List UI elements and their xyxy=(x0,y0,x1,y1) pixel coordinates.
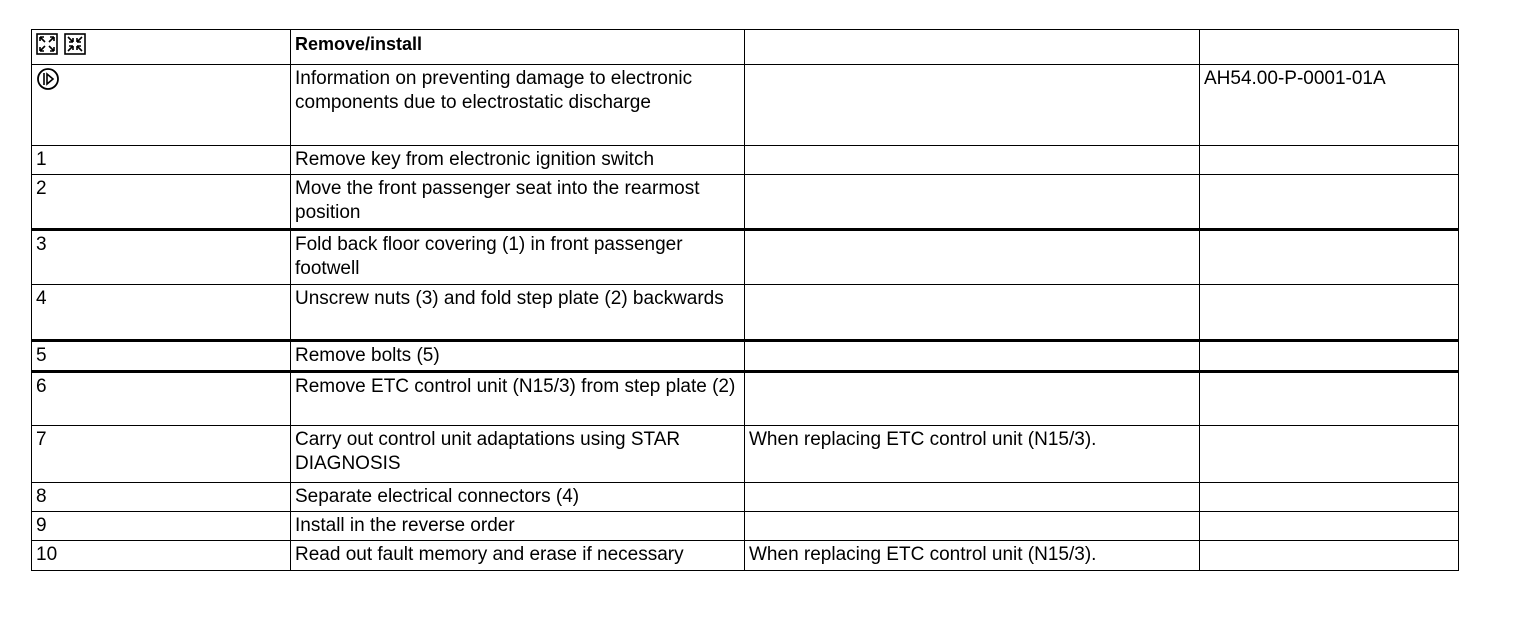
table-row xyxy=(32,341,1459,372)
install-arrows-icon xyxy=(64,33,86,55)
step-number: 3 xyxy=(32,230,291,285)
step-text: Read out fault memory and erase if necessary xyxy=(291,541,745,571)
step-text: Remove key from electronic ignition switch xyxy=(291,146,745,175)
step-note xyxy=(745,372,1200,426)
step-number: 1 xyxy=(32,146,291,175)
step-ref xyxy=(1200,230,1459,285)
header-ref-cell xyxy=(1200,30,1459,65)
step-note xyxy=(745,65,1200,146)
step-note: When replacing ETC control unit (N15/3). xyxy=(745,426,1200,483)
table-row xyxy=(32,483,1459,512)
step-note: When replacing ETC control unit (N15/3). xyxy=(745,541,1200,571)
step-number: 6 xyxy=(32,372,291,426)
table-row xyxy=(32,230,1459,285)
step-ref xyxy=(1200,483,1459,512)
table-row xyxy=(32,146,1459,175)
step-text: Install in the reverse order xyxy=(291,512,745,541)
step-ref xyxy=(1200,426,1459,483)
step-note xyxy=(745,483,1200,512)
step-ref xyxy=(1200,146,1459,175)
step-ref: AH54.00-P-0001-01A xyxy=(1200,65,1459,146)
step-text: Fold back floor covering (1) in front passenger footwell xyxy=(291,230,745,285)
step-text: Remove ETC control unit (N15/3) from step plate (2) xyxy=(291,372,745,426)
step-ref xyxy=(1200,175,1459,230)
step-note xyxy=(745,285,1200,341)
step-ref xyxy=(1200,285,1459,341)
step-text: Remove bolts (5) xyxy=(291,341,745,372)
table-row xyxy=(32,541,1459,571)
step-note xyxy=(745,341,1200,372)
table-row xyxy=(32,285,1459,341)
esd-warning-icon xyxy=(36,67,60,91)
table-row xyxy=(32,426,1459,483)
header-note-cell xyxy=(745,30,1200,65)
procedure-table xyxy=(31,29,1459,571)
step-text: Information on preventing damage to electronic components due to electrostatic discharge xyxy=(291,65,745,146)
step-number: 10 xyxy=(32,541,291,571)
step-number: 9 xyxy=(32,512,291,541)
step-note xyxy=(745,175,1200,230)
step-number: 8 xyxy=(32,483,291,512)
remove-arrows-icon xyxy=(36,33,58,55)
step-number: 5 xyxy=(32,341,291,372)
table-row xyxy=(32,372,1459,426)
step-note xyxy=(745,230,1200,285)
header-row xyxy=(32,30,1459,65)
step-text: Separate electrical connectors (4) xyxy=(291,483,745,512)
step-note xyxy=(745,146,1200,175)
step-cell xyxy=(32,65,291,146)
step-text: Move the front passenger seat into the rearmost position xyxy=(291,175,745,230)
step-number: 2 xyxy=(32,175,291,230)
step-ref xyxy=(1200,541,1459,571)
step-ref xyxy=(1200,372,1459,426)
step-note xyxy=(745,512,1200,541)
table-row xyxy=(32,65,1459,146)
table-row xyxy=(32,175,1459,230)
step-text: Carry out control unit adaptations using STAR DIAGNOSIS xyxy=(291,426,745,483)
header-icons-cell xyxy=(32,30,291,65)
step-ref xyxy=(1200,512,1459,541)
table-row xyxy=(32,512,1459,541)
header-title: Remove/install xyxy=(291,30,745,65)
step-number: 7 xyxy=(32,426,291,483)
step-number: 4 xyxy=(32,285,291,341)
step-ref xyxy=(1200,341,1459,372)
step-text: Unscrew nuts (3) and fold step plate (2) backwards xyxy=(291,285,745,341)
